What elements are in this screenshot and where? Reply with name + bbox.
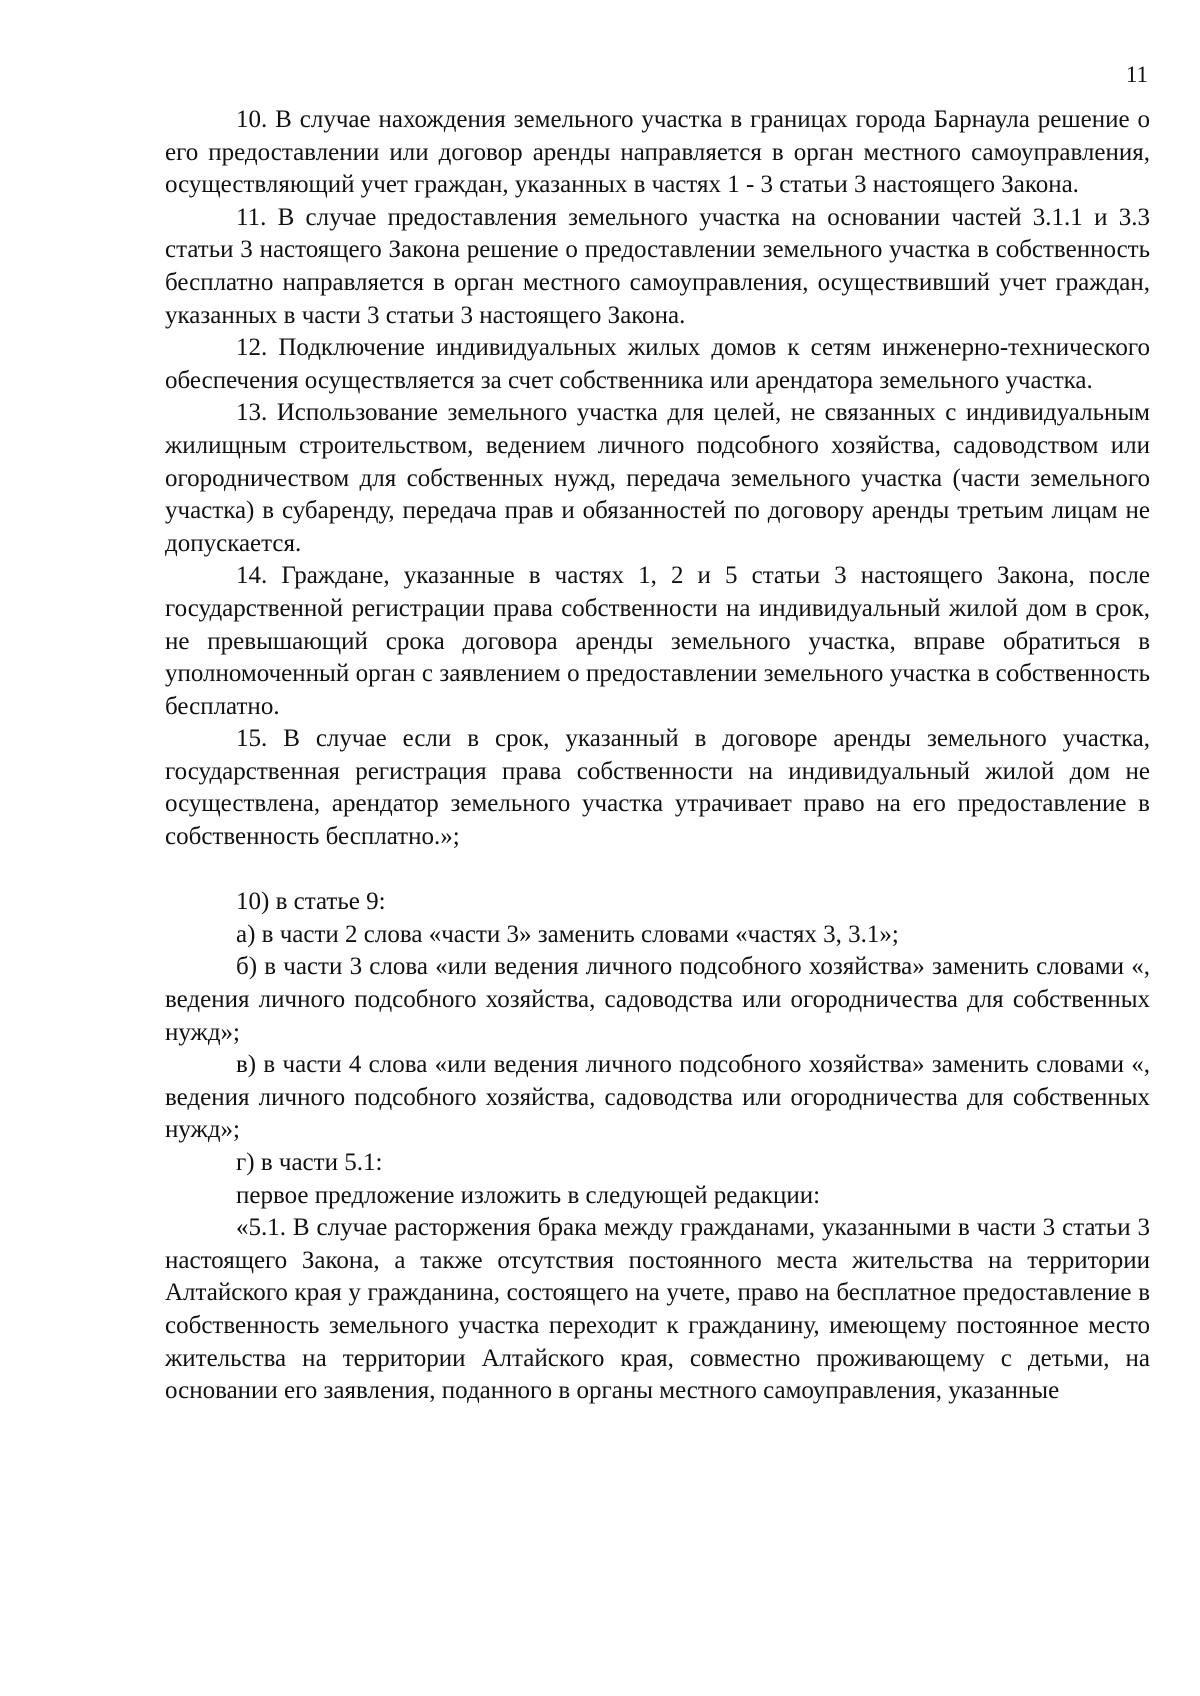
paragraph-15: 15. В случае если в срок, указанный в договоре аренды земельного участка, государственная регистрация права собственности на индивидуальный жилой дом не осуществлена, арендатор земельного участка утрачивает право на его предоставление в собственность бесплатно.»; [165, 725, 1150, 851]
item-g: г) в части 5.1: [236, 1149, 383, 1176]
paragraph-13: 13. Использование земельного участка для целей, не связанных с индивидуальным жилищным строительством, ведением личного подсобного хозяйства, садоводством или огородничеством для собственных нужд, передача земельного участка (части земельного участка) в субаренду, передача прав и обязанностей по договору аренды третьим лицам не допускается. [165, 399, 1150, 557]
item-b: б) в части 3 слова «или ведения личного подсобного хозяйства» заменить словами «, ведения личного подсобного хозяйства, садоводства или огородничества для собственных нужд»; [165, 953, 1150, 1046]
page-number: 11 [1125, 62, 1148, 87]
first-sentence-note: первое предложение изложить в следующей редакции: [236, 1181, 821, 1209]
section-gap [165, 854, 1150, 887]
paragraph-12: 12. Подключение индивидуальных жилых домов к сетям инженерно-технического обеспечения осуществляется за счет собственника или арендатора земельного участка. [165, 334, 1150, 394]
paragraph-10: 10. В случае нахождения земельного участка в границах города Барнаула решение о его предоставлении или договор аренды направляется в орган местного самоуправления, осуществляющий учет граждан, указанных в частях 1 - 3 статьи 3 настоящего Закона. [165, 106, 1150, 199]
article-9-heading: 10) в статье 9: [236, 888, 386, 916]
paragraph-11: 11. В случае предоставления земельного участка на основании частей 3.1.1 и 3.3 статьи 3 настоящего Закона решение о предоставлении земельного участка в собственность бесплатно направляется в орган местного самоуправления, осуществивший учет граждан, указанных в части 3 статьи 3 настоящего Закона. [165, 203, 1150, 329]
item-v: в) в части 4 слова «или ведения личного подсобного хозяйства» заменить словами «, ведения личного подсобного хозяйства, садоводства или огородничества для собственных нужд»; [165, 1051, 1150, 1144]
paragraph-14: 14. Граждане, указанные в частях 1, 2 и 5 статьи 3 настоящего Закона, после государственной регистрации права собственности на индивидуальный жилой дом в срок, не превышающий срока договора аренды земельного участка, вправе обратиться в уполномоченный орган с заявлением о предоставлении земельного участка в собственность бесплатно. [165, 562, 1150, 720]
item-a: а) в части 2 слова «части 3» заменить словами «частях 3, 3.1»; [236, 920, 899, 948]
document-body [165, 104, 1150, 1408]
part-5-1-text: «5.1. В случае расторжения брака между гражданами, указанными в части 3 статьи 3 настоящего Закона, а также отсутствия постоянного места жительства на территории Алтайского края у гражданина, состоящего на учете, право на бесплатное предоставление в собственность земельного участка переходит к гражданину, имеющему постоянное место жительства на территории Алтайского края, совместно проживающему с детьми, на основании его заявления, поданного в органы местного самоуправления, указанные [165, 1214, 1150, 1405]
